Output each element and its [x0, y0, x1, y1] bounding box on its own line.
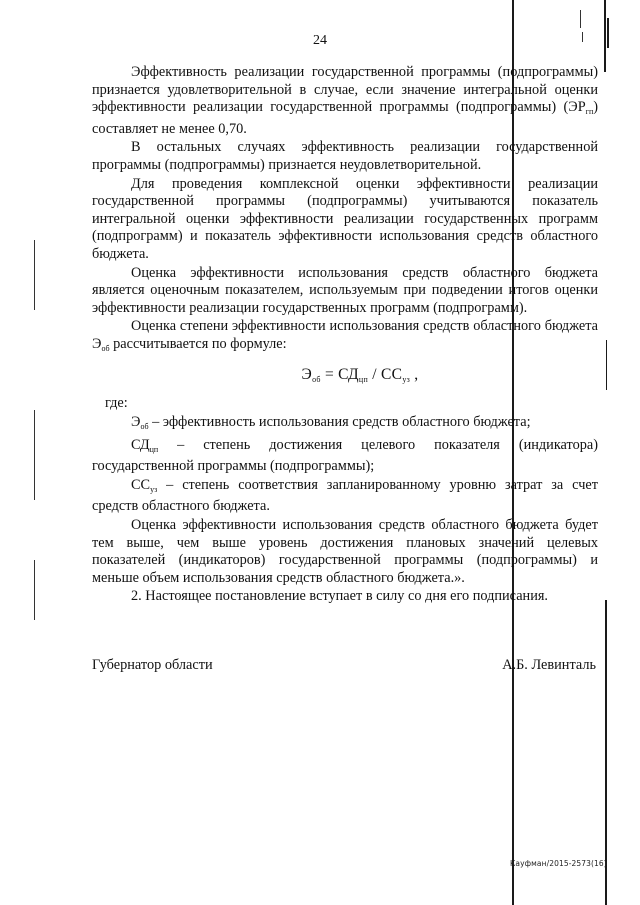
definition-item: $СС_{уз}$ – степень соответствия запланированному уровню затрат за счет средств областного бюджета.: [92, 476, 598, 515]
paragraph: Для проведения комплексной оценки эффективности реализации государственной программы (подпрограммы) учитываются показатель интегральной оценки эффективности реализации государственных программ (подпрограмм) и показатель эффективности использования средств областного бюджета.: [92, 175, 598, 262]
document-body: [92, 64, 598, 606]
paragraph: Оценка эффективности использования средств областного бюджета является оценочным показателем, используемым при подведении итогов оценки эффективности реализации государственных программ (подпрограмм).: [92, 264, 598, 316]
signatory-position: Губернатор области: [92, 657, 213, 673]
scan-artifact-line: [580, 10, 581, 28]
definition-item: $СД_{цп}$ – степень достижения целевого показателя (индикатора) государственной программы (подпрограммы);: [92, 436, 598, 475]
paragraph: Эффективность реализации государственной программы (подпрограммы) признается удовлетворительной в случае, если значение интегральной оценки эффективности реализации государственной программы (подпрограммы) $(ЭР_{гп})$ составляет не менее 0,70.: [92, 64, 598, 137]
paragraph: В остальных случаях эффективность реализации государственной программы (подпрограммы) признается неудовлетворительной.: [92, 139, 598, 173]
paragraph: Оценка степени эффективности использования средств областного бюджета $Э_{об}$ рассчитывается по формуле:: [92, 318, 598, 353]
scan-artifact-line: [606, 340, 607, 390]
document-code: Кауфман/2015-2573(16): [510, 859, 607, 868]
definitions-label: где:: [105, 394, 128, 411]
signature-block: [92, 657, 596, 674]
signatory-name: А.Б. Левинталь: [502, 657, 596, 673]
paragraph: Оценка эффективности использования средств областного бюджета будет тем выше, чем выше уровень достижения плановых значений целевых показателей (индикаторов) государственной программы (подпрограммы) и меньше объем использования средств областного бюджета.».: [92, 517, 598, 586]
scan-artifact-line: [34, 410, 35, 500]
definition-item: $Э_{об}$ – эффективность использования средств областного бюджета;: [131, 414, 531, 432]
scan-artifact-line: [34, 240, 35, 310]
formula: $Э_{об} = СД_{цп} / СС_{уз}$ ,: [301, 365, 419, 384]
scan-artifact-line: [34, 560, 35, 620]
page-number: 24: [313, 33, 327, 48]
paragraph: 2. Настоящее постановление вступает в силу со дня его подписания.: [131, 588, 548, 605]
